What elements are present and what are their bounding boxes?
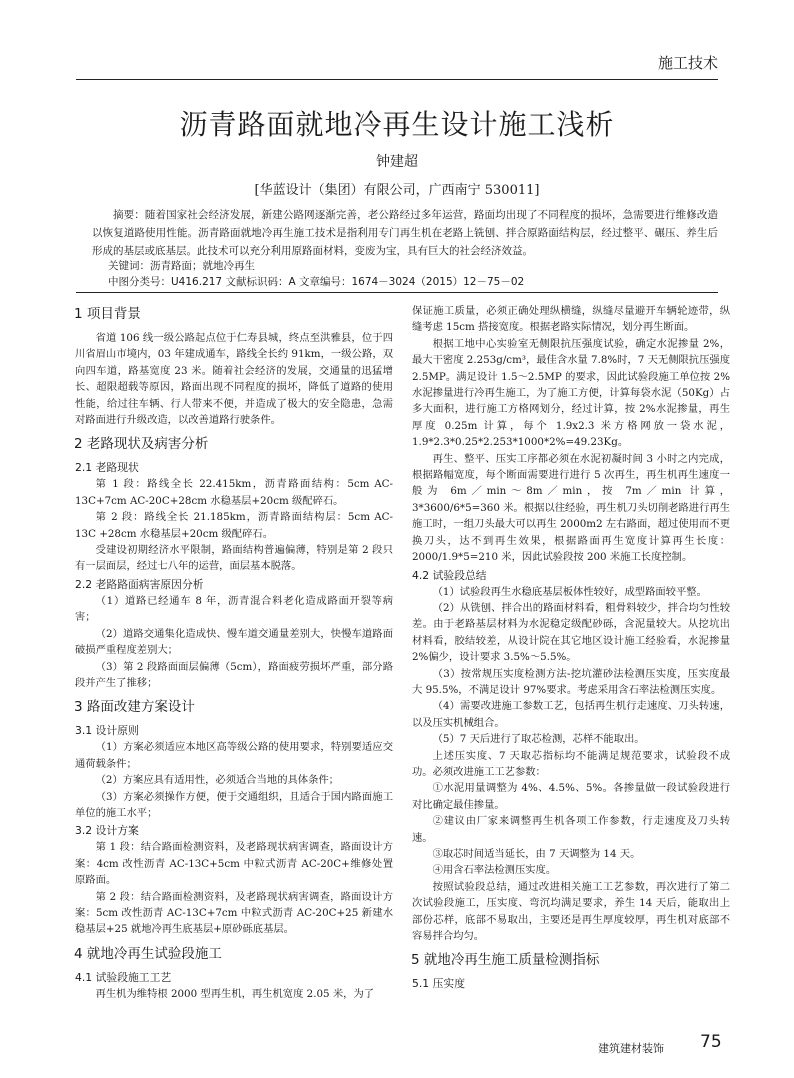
paragraph: 第 1 段：路线全长 22.415km，沥青路面结构：5cm AC-13C+7cm AC-20C+28cm 水稳基层+20cm 级配碎石。 — [75, 478, 393, 507]
header-rule — [76, 79, 718, 80]
subsection-heading: 3.1 设计原则 — [75, 724, 139, 738]
subsection-heading: 4.1 试验段施工工艺 — [75, 970, 172, 984]
paragraph: ①水泥用量调整为 4%、4.5%、5%。各掺量做一段试验段进行对比确定最佳掺量。 — [412, 782, 730, 811]
paragraph: 受建设初期经济水平限制，路面结构普遍偏薄，特别是第 2 段只有一层面层，经过七八年的运营，面层基本脱落。 — [75, 544, 393, 573]
journal-name: 建筑建材装饰 — [598, 1042, 664, 1055]
paragraph: （1）方案必须适应本地区高等级公路的使用要求，特别要适应交通荷载条件； — [75, 741, 393, 770]
paragraph: 第 1 段：结合路面检测资料，及老路现状病害调查，路面设计方案：4cm 改性沥青 AC-13C+5cm 中粒式沥青 AC-20C+维修处置原路面。 — [75, 841, 393, 887]
section-heading: 2 老路现状及病害分析 — [74, 436, 209, 453]
section-tag: 施工技术 — [657, 54, 718, 72]
author: 钟建超 — [376, 154, 418, 170]
subsection-heading: 2.2 老路路面病害原因分析 — [75, 577, 204, 591]
paragraph: （3）按常规压实度检测方法-挖坑灌砂法检测压实度，压实度最大 95.5%，不满足设计 97%要求。考虑采用含石率法检测压实度。 — [412, 667, 730, 696]
affiliation: [华蓝设计（集团）有限公司，广西南宁 530011] — [254, 183, 540, 198]
subsection-heading: 4.2 试验段总结 — [412, 568, 487, 582]
paragraph: 再生机为维特根 2000 型再生机，再生机宽度 2.05 米，为了 — [95, 987, 375, 1000]
right-column — [412, 303, 730, 992]
paragraph: （2）从铣刨、拌合出的路面材料看，粗骨料较少，拌合均匀性较差。由于老路基层材料为水泥稳定级配砂砾，含泥量较大。从挖坑出材料看，胶结较差，从设计院在其它地区设计施工经验看，水泥掺量 2%偏少，设计要求 3.5%～5.5%。 — [412, 601, 730, 664]
page-number: 75 — [700, 1032, 722, 1052]
paragraph: 保证施工质量，必须正确处理纵横缝，纵缝尽量避开车辆轮迹带，纵缝考虑 15cm 搭接宽度。根据老路实际情况，划分再生断面。 — [412, 305, 730, 334]
paragraph: ④用含石率法检测压实度。 — [432, 864, 557, 877]
abstract-rule — [76, 292, 718, 293]
paragraph: 上述压实度、7 天取芯指标均不能满足规范要求，试验段不成功。必须改进施工工艺参数： — [412, 749, 730, 778]
paragraph: （1）道路已经通车 8 年，沥青混合料老化造成路面开裂等病害； — [75, 594, 393, 624]
paragraph: ②建议由厂家来调整再生机各项工作参数，行走速度及刀头转速。 — [412, 815, 730, 844]
paragraph: 第 2 段：结合路面检测资料，及老路现状病害调查，路面设计方案：5cm 改性沥青 AC-13C+7cm 中粒式沥青 AC-20C+25 新建水稳基层+25 就地冷再生底基层+原砂砾底基层。 — [75, 890, 393, 936]
section-heading: 3 路面改建方案设计 — [74, 699, 195, 716]
paragraph: ③取芯时间适当延长，由 7 天调整为 14 天。 — [432, 848, 641, 860]
paragraph: 再生、整平、压实工序都必须在水泥初凝时间 3 小时之内完成，根据路幅宽度，每个断面需要进行进行 5 次再生，再生机再生速度一般为 6m／min～8m／min，按 7m／min 计算，3*3600/6*5=360 米。根据以往经验，再生机刀头切削老路进行再生施工时，一组刀头最大可以再生 2000m2 左右路面，超过使用而不更换刀头，达不到再生效果，根据路面再生宽度计算再生长度：2000/1.9*5=210 米，因此试验段按 200 米施工长度控制。 — [412, 452, 730, 564]
paragraph: 省道 106 线一级公路起点位于仁寿县城，终点至洪雅县，位于四川省眉山市境内，03 年建成通车，路线全长约 91km，一级公路，双向四车道，路基宽度 23 米。随着社会经济的发展，交通量的迅猛增长、超限超载等原因，路面出现不同程度的损坏，降低了道路的使用性能，给过往车辆、行人带来不便，并造成了极大的安全隐患，急需对路面进行升级改造，以改善道路行驶条件。 — [75, 332, 393, 427]
paragraph: （4）需要改进施工参数工艺，包括再生机行走速度、刀头转速，以及压实机械组合。 — [412, 700, 730, 729]
paragraph: 根据工地中心实验室无侧限抗压强度试验，确定水泥掺量 2%，最大干密度 2.253g/cm³，最佳含水量 7.8%时，7 天无侧限抗压强度 2.5MP。满足设计 1.5～2.5MP 的要求，因此试验段施工单位按 2%水泥掺量进行冷再生施工，为了施工方便，计算每袋水泥（50Kg）占多大面积，进行施工方格网划分，经过计算，按 2%水泥掺量，再生厚度 0.25m 计算，每个 1.9x2.3 米方格网放一袋水泥，1.9*2.3*0.25*2.253*1000*2%=49.23Kg。 — [412, 337, 730, 449]
abstract: 摘要：随着国家社会经济发展，新建公路网逐渐完善，老公路经过多年运营，路面均出现了不同程度的损坏，急需要进行维修改造以恢复道路使用性能。沥青路面就地冷再生施工技术是指利用专门再生机在老路上铣刨、拌合原路面结构层，经过整平、碾压、养生后形成的基层或底基层。此技术可以充分利用原路面材料，变废为宝，具有巨大的社会经济效益。 — [92, 209, 718, 257]
subsection-heading: 2.1 老路现状 — [75, 461, 139, 475]
paper-title: 沥青路面就地冷再生设计施工浅析 — [179, 108, 615, 141]
paragraph: （5）7 天后进行了取芯检测，芯样不能取出。 — [432, 733, 645, 746]
section-heading: 4 就地冷再生试验段施工 — [74, 945, 222, 962]
subsection-heading: 3.2 设计方案 — [75, 824, 139, 838]
paragraph: （2）方案应具有适用性，必须适合当地的具体条件； — [95, 774, 339, 787]
keywords: 关键词：沥青路面；就地冷再生 — [108, 260, 255, 272]
paragraph: （1）试验段再生水稳底基层板体性较好，成型路面较平整。 — [432, 585, 707, 598]
paragraph: 按照试验段总结，通过改进相关施工工艺参数，再次进行了第二次试验段施工，压实度、弯沉均满足要求，养生 14 天后，能取出上部份芯样，底部不易取出，主要还是再生厚度较厚，再生机对底部不容易拌合均匀。 — [412, 880, 730, 943]
classification: 中图分类号：U416.217 文献标识码：A 文章编号：1674－3024（2015）12－75－02 — [108, 276, 525, 288]
paragraph: 第 2 段：路线全长 21.185km，沥青路面结构层：5cm AC-13C +28cm 水稳基层+20cm 级配碎石。 — [75, 511, 393, 540]
subsection-heading: 5.1 压实度 — [412, 977, 465, 991]
paragraph: （3）第 2 段路面面层偏薄（5cm），路面疲劳损坏严重，部分路段并产生了推移； — [75, 660, 393, 689]
left-column — [75, 298, 393, 1002]
paragraph: （3）方案必须操作方便，便于交通组织，且适合于国内路面施工单位的施工水平； — [75, 790, 393, 819]
section-heading: 1 项目背景 — [74, 306, 141, 322]
section-heading: 5 就地冷再生施工质量检测指标 — [411, 952, 600, 969]
paragraph: （2）道路交通集化造成快、慢车道交通量差别大，快慢车道路面破损严重程度差别大； — [75, 627, 393, 657]
